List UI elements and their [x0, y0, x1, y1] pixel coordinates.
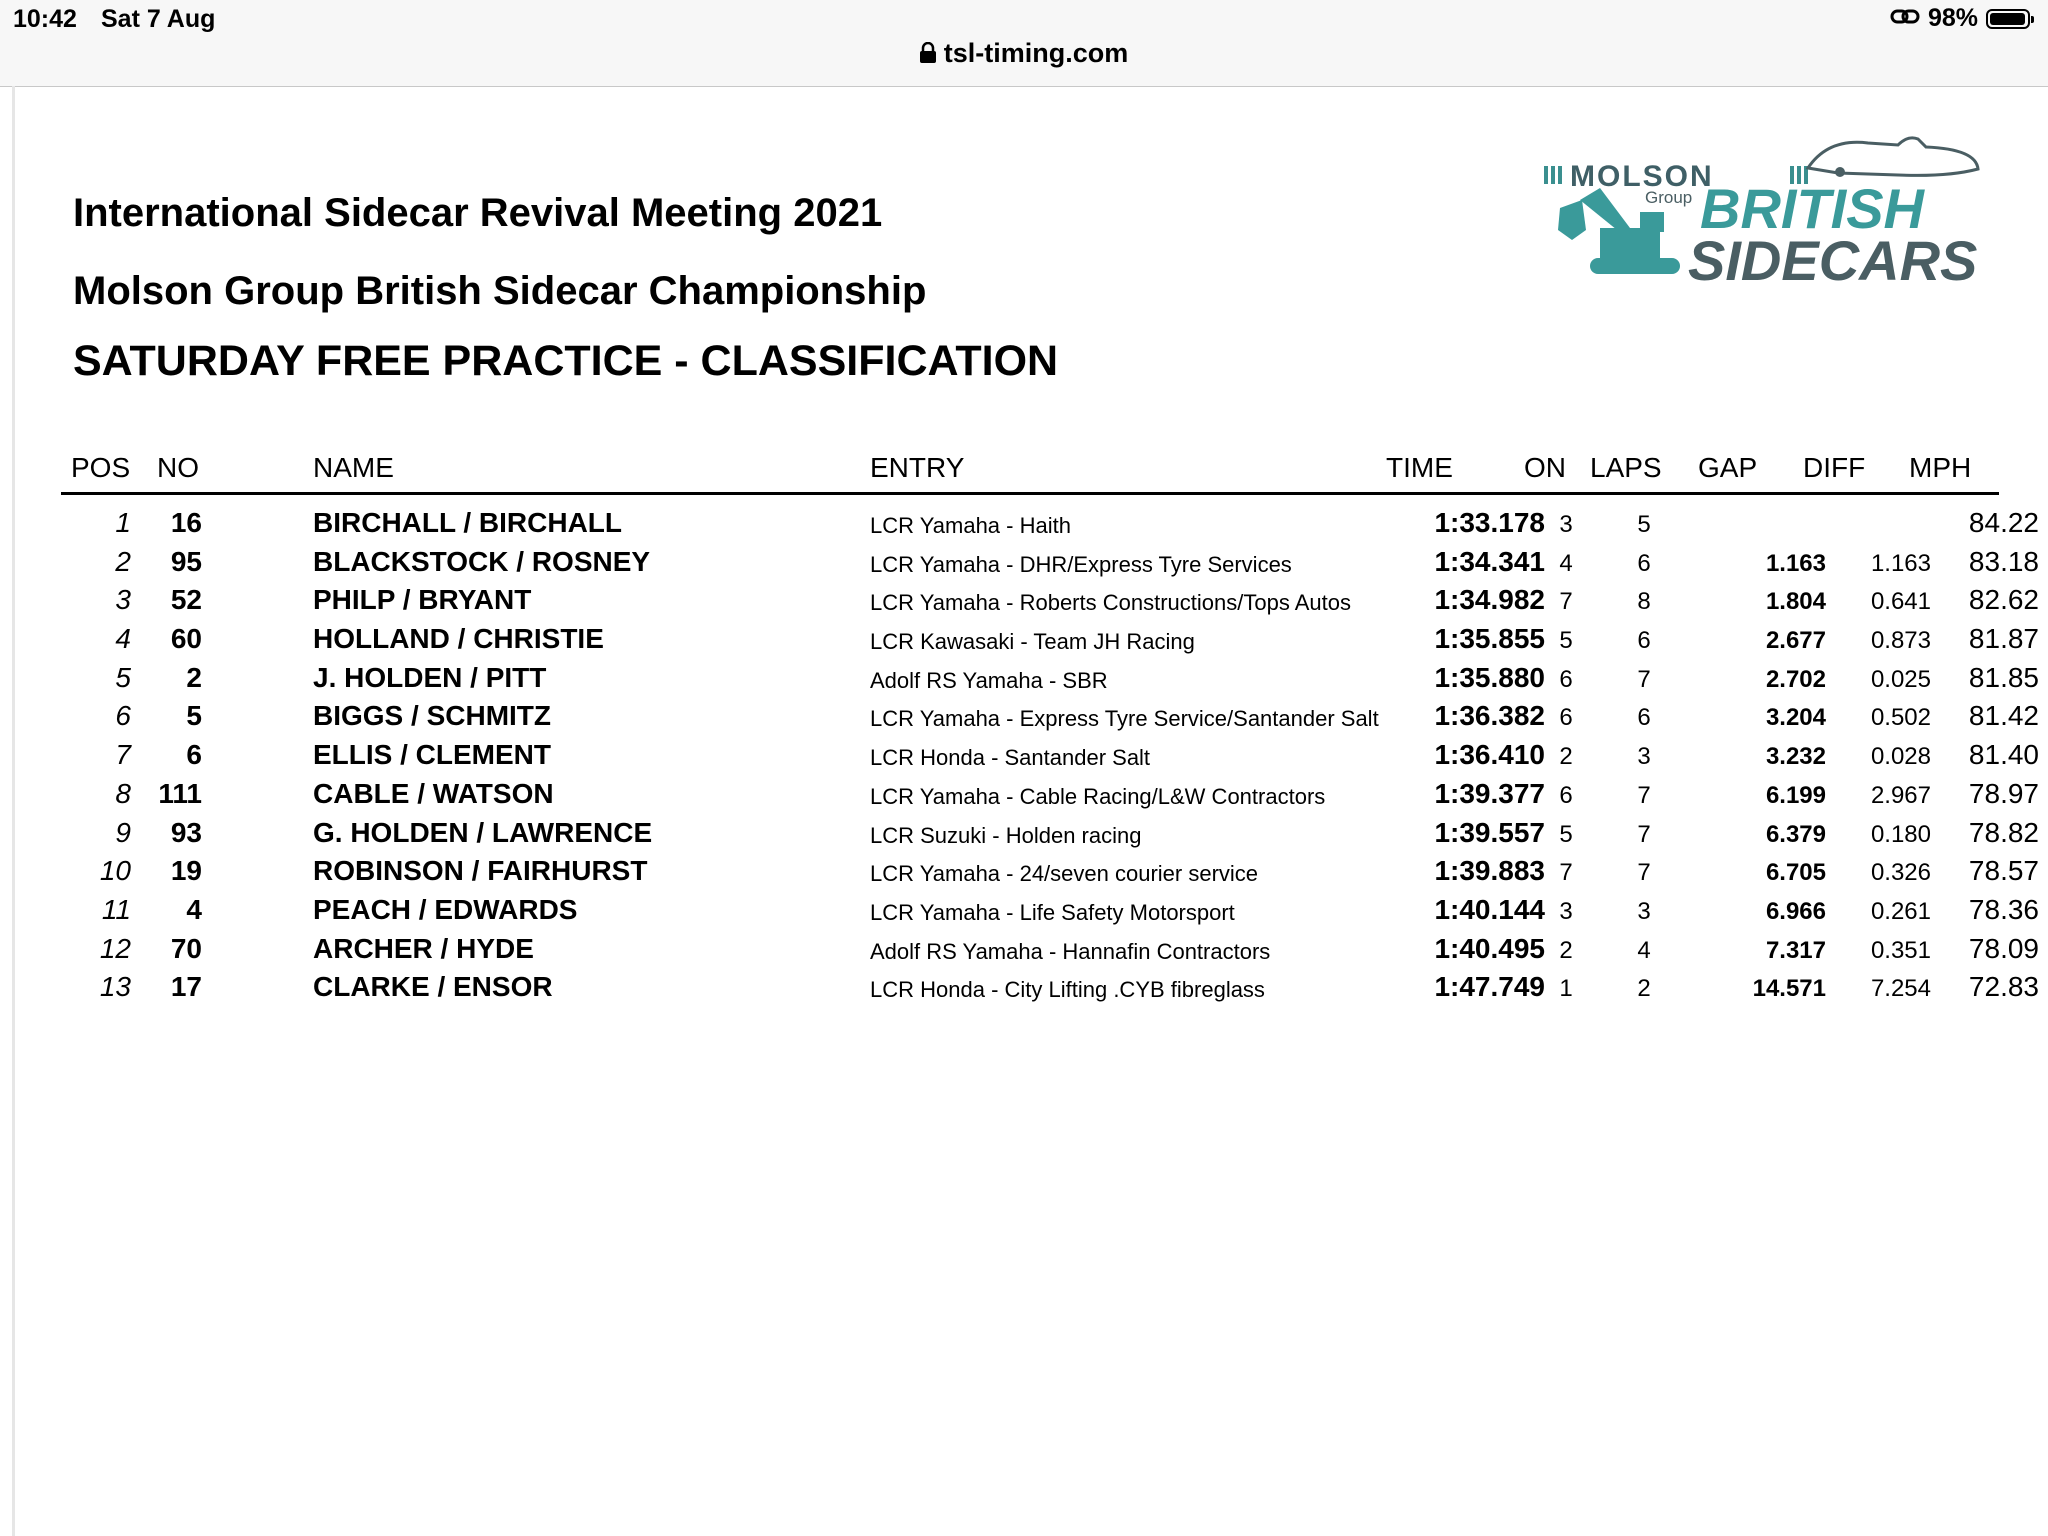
cell-gap: 3.204	[1765, 704, 1826, 732]
cell-gap: 6.199	[1765, 781, 1826, 809]
cell-laps: 8	[1637, 588, 1651, 616]
cell-pos: 3	[115, 584, 131, 616]
cell-no: 111	[158, 777, 202, 809]
cell-no: 17	[170, 971, 202, 1003]
cell-on: 6	[1559, 781, 1573, 809]
cell-laps: 3	[1637, 897, 1651, 925]
cell-on: 6	[1559, 704, 1573, 732]
cell-entry: Adolf RS Yamaha - SBR	[870, 667, 1108, 693]
table-row	[61, 733, 2039, 772]
link-icon	[1890, 4, 1920, 33]
cell-laps: 7	[1637, 820, 1651, 848]
logo-line2: SIDECARS	[1688, 229, 1978, 288]
header-entry: ENTRY	[870, 452, 965, 483]
classification-table	[61, 450, 2039, 1004]
cell-diff: 0.028	[1870, 743, 1931, 771]
cell-gap: 1.804	[1765, 588, 1826, 616]
table-row	[61, 540, 2039, 579]
cell-pos: 7	[115, 739, 131, 771]
cell-name: J. HOLDEN / PITT	[313, 661, 547, 693]
cell-pos: 13	[99, 971, 131, 1003]
cell-name: PEACH / EDWARDS	[313, 893, 578, 925]
header-gap: GAP	[1698, 452, 1758, 483]
cell-laps: 7	[1637, 781, 1651, 809]
status-date: Sat 7 Aug	[101, 5, 216, 33]
cell-entry: LCR Yamaha - 24/seven courier service	[870, 861, 1259, 887]
cell-laps: 2	[1637, 975, 1651, 1003]
cell-pos: 12	[99, 932, 131, 964]
cell-pos: 8	[115, 777, 131, 809]
cell-name: HOLLAND / CHRISTIE	[313, 623, 604, 655]
cell-no: 93	[170, 816, 202, 848]
cell-gap: 6.966	[1765, 897, 1826, 925]
logo-group: Group	[1645, 188, 1693, 207]
event-title: International Sidecar Revival Meeting 2021	[73, 191, 883, 235]
cell-pos: 9	[115, 816, 131, 848]
cell-mph: 83.18	[1968, 545, 2039, 577]
cell-gap: 1.163	[1765, 549, 1826, 577]
cell-time: 1:40.144	[1434, 893, 1545, 925]
url-text: tsl-timing.com	[943, 38, 1129, 68]
cell-pos: 11	[101, 893, 131, 925]
cell-time: 1:40.495	[1434, 932, 1545, 964]
cell-mph: 81.87	[1968, 623, 2039, 655]
cell-diff: 0.025	[1870, 665, 1931, 693]
cell-no: 4	[186, 893, 202, 925]
table-row	[61, 578, 2039, 617]
cell-entry: LCR Yamaha - DHR/Express Tyre Services	[870, 551, 1292, 577]
cell-mph: 82.62	[1968, 584, 2039, 616]
table-row	[61, 656, 2039, 695]
cell-mph: 72.83	[1968, 971, 2039, 1003]
status-bar	[0, 0, 2048, 87]
cell-diff: 0.641	[1870, 588, 1931, 616]
cell-mph: 81.40	[1968, 739, 2039, 771]
cell-name: BIGGS / SCHMITZ	[313, 700, 551, 732]
cell-gap: 6.705	[1765, 859, 1826, 887]
status-time: 10:42	[13, 5, 77, 33]
cell-entry: LCR Suzuki - Holden racing	[870, 822, 1142, 848]
cell-on: 7	[1559, 859, 1573, 887]
cell-diff: 0.873	[1870, 627, 1931, 655]
battery-percent: 98%	[1927, 4, 1978, 32]
table-row	[61, 811, 2039, 850]
header-diff: DIFF	[1803, 452, 1866, 483]
logo-line1: BRITISH	[1700, 177, 1924, 240]
cell-laps: 6	[1637, 627, 1651, 655]
table-row	[61, 617, 2039, 656]
cell-name: BLACKSTOCK / ROSNEY	[313, 545, 651, 577]
table-body	[61, 501, 2039, 1004]
cell-no: 2	[186, 661, 202, 693]
cell-diff: 2.967	[1870, 781, 1931, 809]
cell-time: 1:34.982	[1434, 584, 1545, 616]
cell-no: 60	[170, 623, 202, 655]
cell-mph: 78.09	[1968, 932, 2039, 964]
cell-pos: 10	[99, 855, 131, 887]
address-bar[interactable]	[0, 38, 2048, 71]
table-row	[61, 501, 2039, 540]
header-on: ON	[1524, 452, 1566, 483]
cell-no: 5	[186, 700, 202, 732]
cell-mph: 78.97	[1968, 777, 2039, 809]
cell-mph: 78.36	[1968, 893, 2039, 925]
cell-no: 70	[170, 932, 202, 964]
cell-time: 1:39.883	[1434, 855, 1545, 887]
table-row	[61, 772, 2039, 811]
cell-gap: 7.317	[1765, 936, 1826, 964]
cell-on: 6	[1559, 665, 1573, 693]
cell-on: 4	[1559, 549, 1573, 577]
header-mph: MPH	[1909, 452, 1972, 483]
cell-entry: Adolf RS Yamaha - Hannafin Contractors	[870, 938, 1271, 964]
british-sidecars-logo	[1540, 128, 1990, 288]
cell-name: ELLIS / CLEMENT	[313, 739, 551, 771]
cell-on: 5	[1559, 820, 1573, 848]
cell-laps: 6	[1637, 549, 1651, 577]
cell-on: 3	[1559, 511, 1573, 538]
cell-pos: 4	[115, 623, 131, 655]
page-edge	[12, 86, 15, 1536]
cell-time: 1:36.382	[1434, 700, 1545, 732]
cell-laps: 3	[1637, 743, 1651, 771]
cell-name: CABLE / WATSON	[313, 777, 554, 809]
cell-laps: 4	[1637, 936, 1651, 964]
cell-entry: LCR Honda - Santander Salt	[870, 745, 1151, 771]
cell-mph: 78.57	[1968, 855, 2039, 887]
cell-entry: LCR Kawasaki - Team JH Racing	[870, 629, 1195, 655]
cell-no: 16	[170, 507, 202, 538]
cell-no: 6	[186, 739, 202, 771]
cell-pos: 6	[115, 700, 131, 732]
cell-entry: LCR Honda - City Lifting .CYB fibreglass	[870, 977, 1265, 1003]
cell-gap: 14.571	[1752, 975, 1826, 1003]
cell-time: 1:34.341	[1434, 545, 1545, 577]
cell-diff: 7.254	[1870, 975, 1931, 1003]
cell-laps: 6	[1637, 704, 1651, 732]
cell-no: 52	[170, 584, 202, 616]
header-laps: LAPS	[1590, 452, 1662, 483]
header-no: NO	[157, 452, 199, 483]
cell-name: PHILP / BRYANT	[313, 584, 532, 616]
cell-entry: LCR Yamaha - Roberts Constructions/Tops Autos	[870, 590, 1351, 616]
cell-on: 5	[1559, 627, 1573, 655]
cell-time: 1:36.410	[1434, 739, 1545, 771]
table-row	[61, 849, 2039, 888]
cell-gap: 2.702	[1765, 665, 1826, 693]
cell-name: CLARKE / ENSOR	[313, 971, 553, 1003]
championship-title: Molson Group British Sidecar Championship	[73, 269, 927, 313]
cell-gap: 2.677	[1765, 627, 1826, 655]
cell-time: 1:39.377	[1434, 777, 1545, 809]
cell-name: ROBINSON / FAIRHURST	[313, 855, 648, 887]
cell-laps: 7	[1637, 859, 1651, 887]
cell-no: 95	[170, 545, 202, 577]
cell-pos: 1	[115, 507, 131, 538]
battery-fill	[1990, 13, 2025, 25]
cell-name: ARCHER / HYDE	[313, 932, 534, 964]
cell-diff: 1.163	[1870, 549, 1931, 577]
cell-on: 1	[1559, 975, 1573, 1003]
cell-on: 2	[1559, 743, 1573, 771]
cell-entry: LCR Yamaha - Life Safety Motorsport	[870, 899, 1235, 925]
cell-time: 1:47.749	[1434, 971, 1545, 1003]
table-row	[61, 888, 2039, 927]
cell-time: 1:35.880	[1434, 661, 1545, 693]
cell-gap: 3.232	[1765, 743, 1826, 771]
table-header	[61, 450, 1999, 495]
cell-time: 1:33.178	[1434, 507, 1545, 538]
header-name: NAME	[313, 452, 394, 483]
cell-gap: 6.379	[1765, 820, 1826, 848]
cell-pos: 2	[115, 545, 131, 577]
cell-mph: 81.42	[1968, 700, 2039, 732]
cell-mph: 81.85	[1968, 661, 2039, 693]
logo-brand: MOLSON	[1570, 160, 1714, 193]
status-indicators	[1890, 4, 2030, 33]
table-row	[61, 927, 2039, 966]
cell-time: 1:35.855	[1434, 623, 1545, 655]
header-time: TIME	[1386, 452, 1453, 483]
cell-diff: 0.351	[1870, 936, 1931, 964]
session-title: SATURDAY FREE PRACTICE - CLASSIFICATION	[73, 337, 1059, 385]
cell-laps: 7	[1637, 665, 1651, 693]
cell-name: G. HOLDEN / LAWRENCE	[313, 816, 653, 848]
cell-diff: 0.261	[1870, 897, 1931, 925]
cell-name: BIRCHALL / BIRCHALL	[313, 507, 623, 538]
cell-diff: 0.180	[1870, 820, 1931, 848]
lock-icon	[920, 40, 936, 71]
cell-diff: 0.502	[1870, 704, 1931, 732]
table-row	[61, 694, 2039, 733]
cell-on: 3	[1559, 897, 1573, 925]
cell-diff: 0.326	[1870, 859, 1931, 887]
table-row	[61, 965, 2039, 1004]
cell-no: 19	[170, 855, 202, 887]
cell-entry: LCR Yamaha - Express Tyre Service/Santander Salt	[870, 706, 1379, 732]
cell-mph: 84.22	[1968, 507, 2039, 538]
cell-on: 2	[1559, 936, 1573, 964]
battery-icon	[1986, 9, 2030, 29]
cell-entry: LCR Yamaha - Cable Racing/L&W Contractors	[870, 783, 1326, 809]
cell-on: 7	[1559, 588, 1573, 616]
header-pos: POS	[71, 452, 131, 483]
cell-entry: LCR Yamaha - Haith	[870, 513, 1071, 538]
cell-laps: 5	[1637, 511, 1651, 538]
cell-mph: 78.82	[1968, 816, 2039, 848]
cell-pos: 5	[115, 661, 131, 693]
cell-time: 1:39.557	[1434, 816, 1545, 848]
